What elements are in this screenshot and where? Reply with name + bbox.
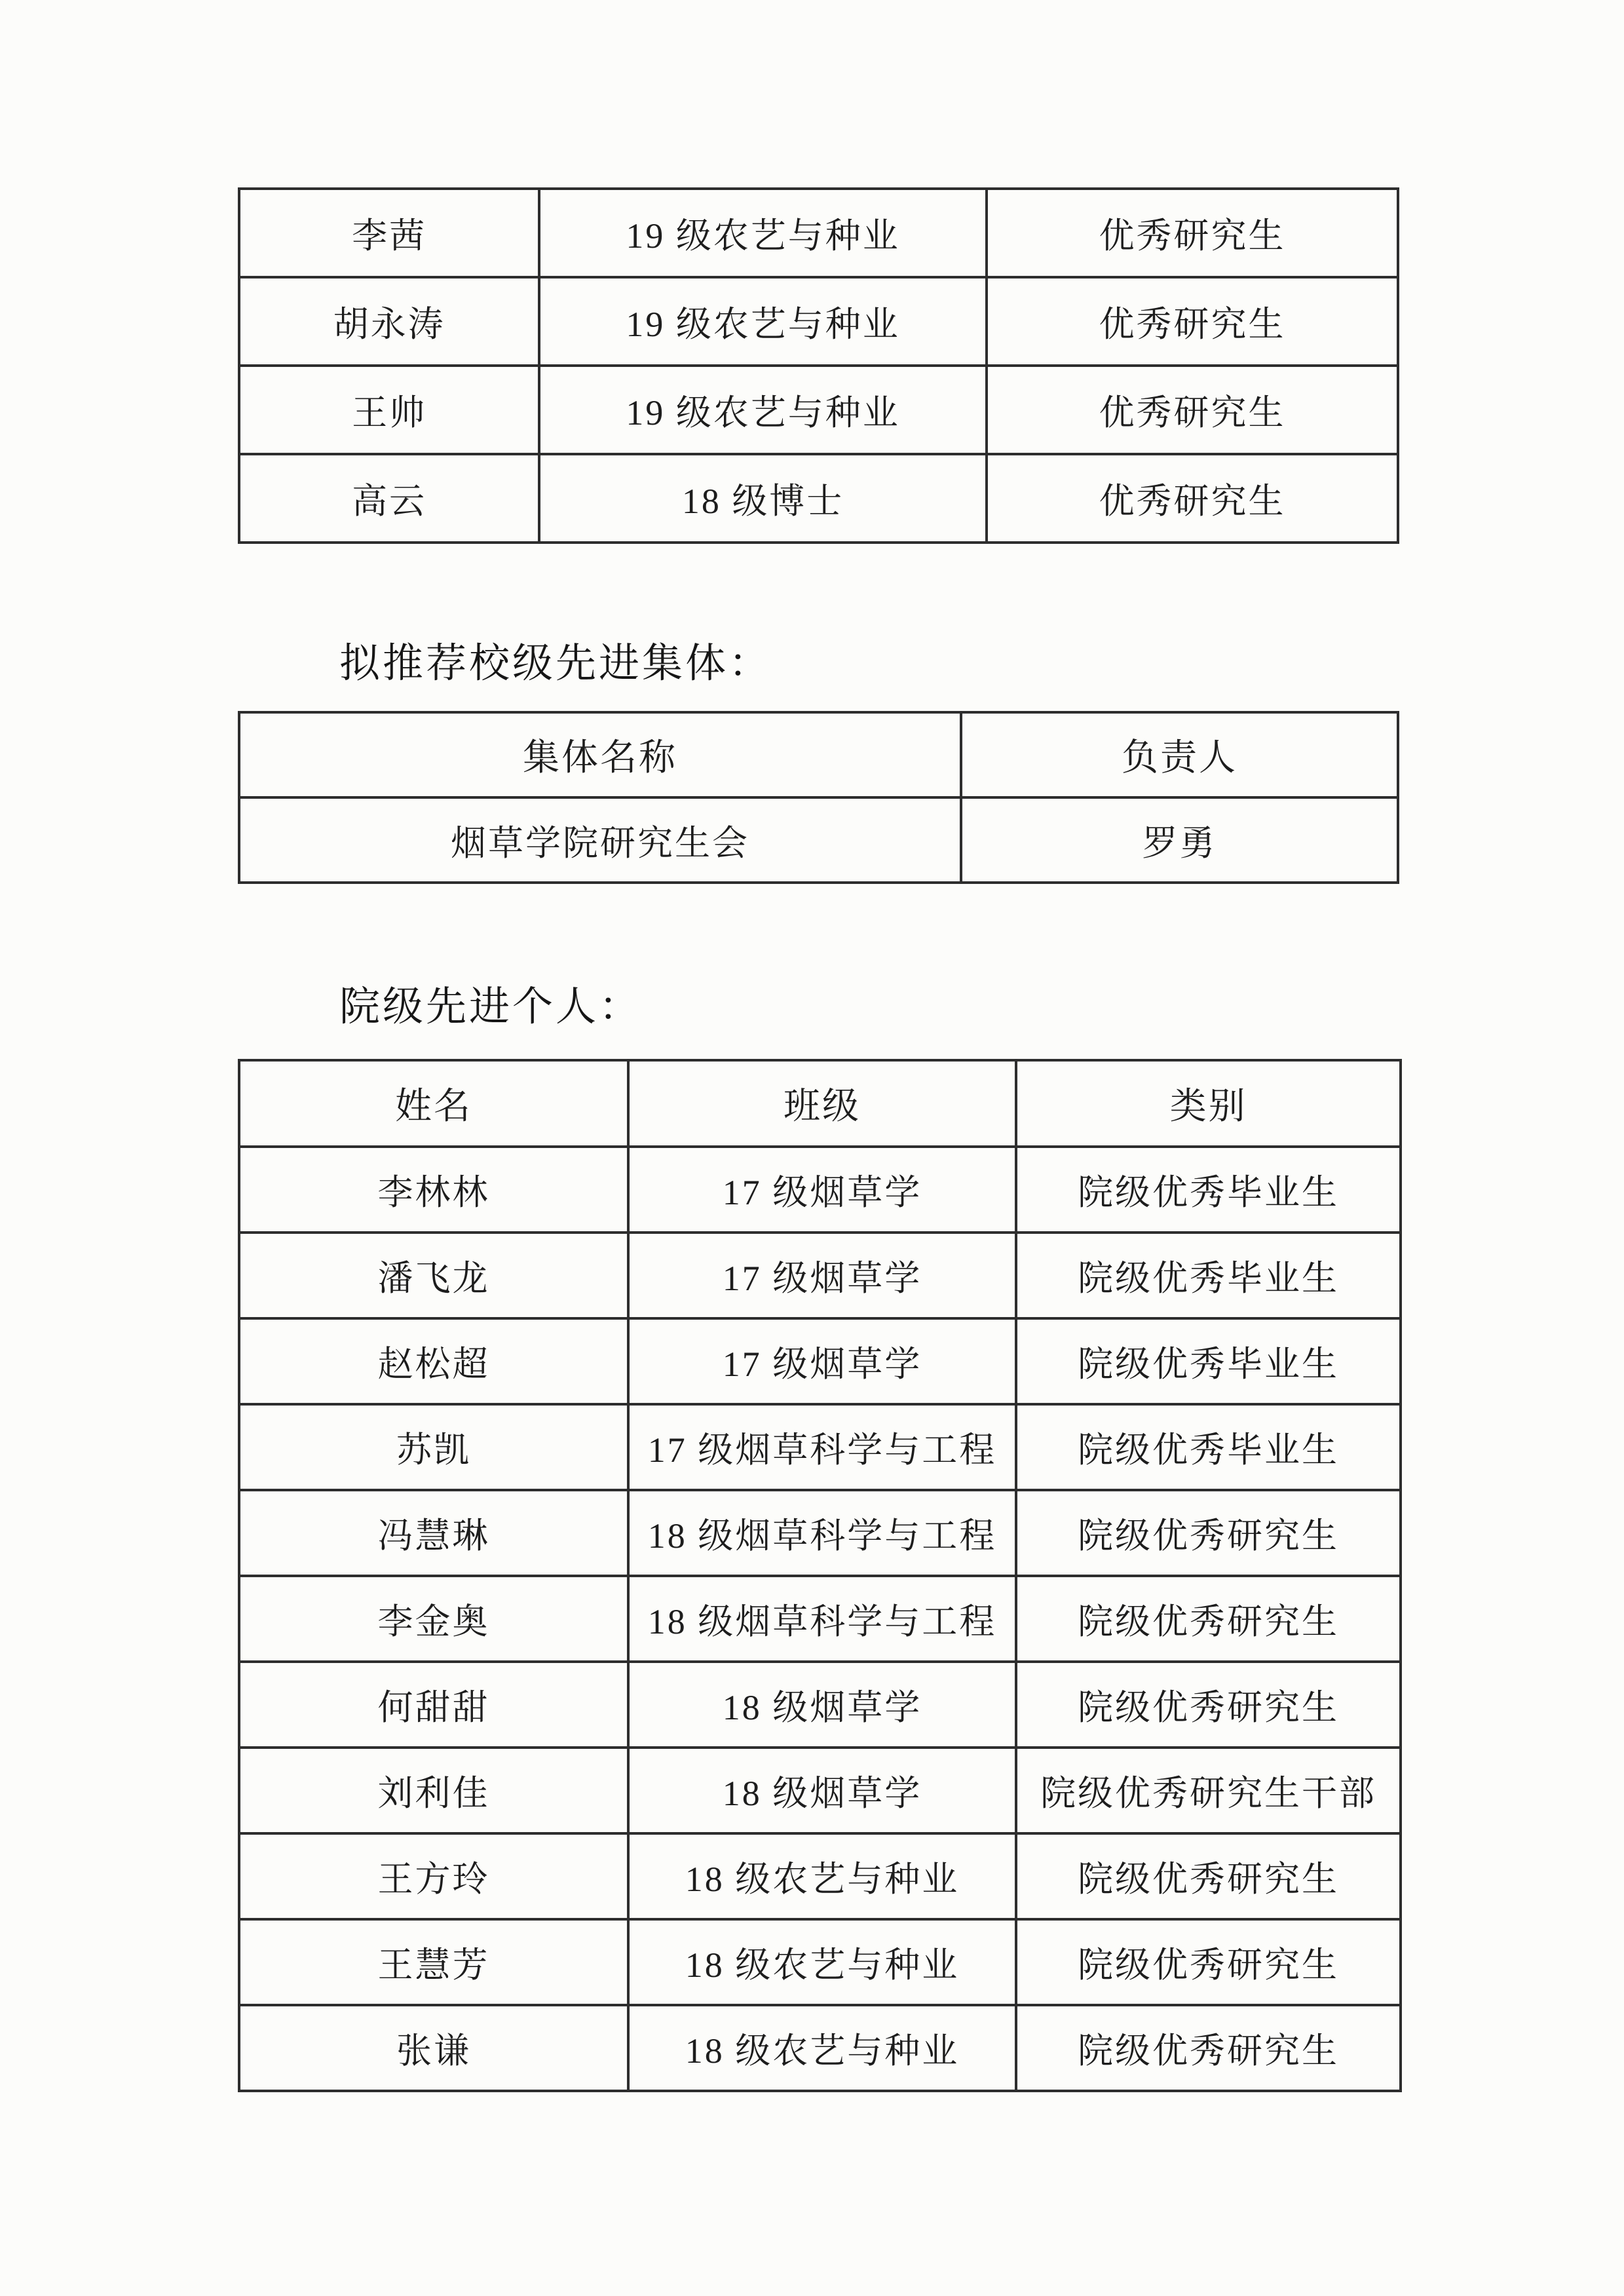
- cell-class: 19 级农艺与种业: [539, 189, 987, 277]
- cell-class: 18 级农艺与种业: [628, 1919, 1016, 2005]
- header-class: 班级: [628, 1060, 1016, 1147]
- table-row: [239, 1318, 1401, 1404]
- cell-category: 院级优秀毕业生: [1016, 1147, 1401, 1233]
- table-row: [239, 1233, 1401, 1318]
- cell-name: 王慧芳: [239, 1919, 628, 2005]
- table-row: [239, 1833, 1401, 1919]
- cell-class: 18 级博士: [539, 454, 987, 543]
- table-row: [239, 277, 1398, 366]
- table-row: [239, 1490, 1401, 1576]
- cell-name: 高云: [239, 454, 539, 543]
- cell-class: 18 级农艺与种业: [628, 2005, 1016, 2091]
- cell-name: 冯慧琳: [239, 1490, 628, 1576]
- cell-name: 胡永涛: [239, 277, 539, 366]
- cell-name: 何甜甜: [239, 1662, 628, 1748]
- cell-name: 赵松超: [239, 1318, 628, 1404]
- table-row: [239, 1662, 1401, 1748]
- cell-class: 18 级烟草科学与工程: [628, 1576, 1016, 1662]
- cell-class: 18 级农艺与种业: [628, 1833, 1016, 1919]
- cell-category: 院级优秀研究生: [1016, 1919, 1401, 2005]
- cell-class: 19 级农艺与种业: [539, 366, 987, 454]
- cell-class: 19 级农艺与种业: [539, 277, 987, 366]
- cell-name: 李林林: [239, 1147, 628, 1233]
- table-row: [239, 2005, 1401, 2091]
- cell-category: 院级优秀毕业生: [1016, 1233, 1401, 1318]
- cell-class: 18 级烟草学: [628, 1662, 1016, 1748]
- table-row: [239, 1147, 1401, 1233]
- cell-name: 潘飞龙: [239, 1233, 628, 1318]
- cell-name: 李金奥: [239, 1576, 628, 1662]
- table-row: [239, 1576, 1401, 1662]
- cell-category: 院级优秀研究生: [1016, 1576, 1401, 1662]
- table-header-row: [239, 1060, 1401, 1147]
- cell-leader: 罗勇: [961, 797, 1398, 883]
- cell-class: 18 级烟草科学与工程: [628, 1490, 1016, 1576]
- cell-category: 优秀研究生: [987, 366, 1398, 454]
- table-row: [239, 454, 1398, 543]
- cell-name: 张谦: [239, 2005, 628, 2091]
- table-school-level-individuals: [238, 187, 1399, 544]
- cell-category: 院级优秀毕业生: [1016, 1404, 1401, 1490]
- cell-name: 烟草学院研究生会: [239, 797, 961, 883]
- table-row: [239, 797, 1398, 883]
- heading-college-individuals: 院级先进个人：: [339, 985, 643, 1029]
- table-row: [239, 1748, 1401, 1833]
- table-row: [239, 1919, 1401, 2005]
- cell-category: 院级优秀研究生干部: [1016, 1748, 1401, 1833]
- header-category: 类别: [1016, 1060, 1401, 1147]
- cell-category: 院级优秀研究生: [1016, 1833, 1401, 1919]
- cell-category: 优秀研究生: [987, 454, 1398, 543]
- cell-name: 李茜: [239, 189, 539, 277]
- cell-class: 17 级烟草学: [628, 1318, 1016, 1404]
- table-row: [239, 189, 1398, 277]
- cell-category: 院级优秀研究生: [1016, 1662, 1401, 1748]
- cell-category: 院级优秀研究生: [1016, 1490, 1401, 1576]
- cell-class: 17 级烟草科学与工程: [628, 1404, 1016, 1490]
- table-college-level-individuals: [238, 1059, 1402, 2092]
- table-school-collective: [238, 711, 1399, 884]
- cell-name: 王方玲: [239, 1833, 628, 1919]
- cell-category: 院级优秀研究生: [1016, 2005, 1401, 2091]
- table-header-row: [239, 712, 1398, 797]
- cell-name: 王帅: [239, 366, 539, 454]
- cell-category: 优秀研究生: [987, 189, 1398, 277]
- table-row: [239, 1404, 1401, 1490]
- cell-class: 18 级烟草学: [628, 1748, 1016, 1833]
- table-row: [239, 366, 1398, 454]
- header-name: 姓名: [239, 1060, 628, 1147]
- heading-school-collective: 拟推荐校级先进集体：: [339, 641, 772, 686]
- cell-category: 优秀研究生: [987, 277, 1398, 366]
- cell-name: 苏凯: [239, 1404, 628, 1490]
- cell-name: 刘利佳: [239, 1748, 628, 1833]
- cell-class: 17 级烟草学: [628, 1233, 1016, 1318]
- cell-class: 17 级烟草学: [628, 1147, 1016, 1233]
- header-collective-leader: 负责人: [961, 712, 1398, 797]
- header-collective-name: 集体名称: [239, 712, 961, 797]
- cell-category: 院级优秀毕业生: [1016, 1318, 1401, 1404]
